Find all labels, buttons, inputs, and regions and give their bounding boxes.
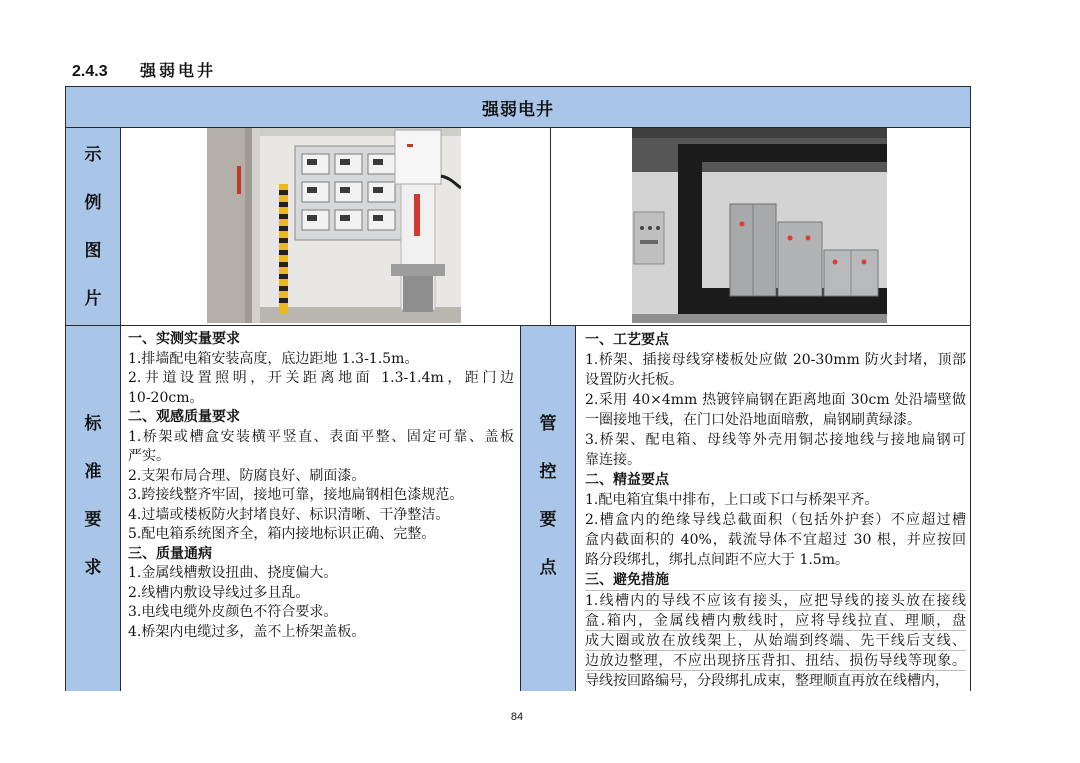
meter-panel: [295, 146, 403, 240]
table-title: 强弱电井: [482, 99, 554, 120]
control-point-heading: 二、精益要点: [585, 472, 669, 488]
example-photos-label-cell: [65, 127, 121, 326]
control-point-line: 边放边整理，不应出现挤压背扣、扭结、损伤导线等现象。: [585, 650, 966, 670]
standard-label-char: 标: [84, 413, 102, 434]
example-label-char: 图: [84, 240, 102, 261]
requirement-line: 2.线槽内敷设导线过多且乱。: [128, 584, 310, 601]
pillar-edge: [245, 128, 252, 323]
requirement-line: 5.配电箱系统图齐全，箱内接地标识正确、完整。: [128, 526, 436, 542]
control-box-slot: [640, 240, 658, 244]
requirement-heading: 二、观感质量要求: [128, 409, 240, 425]
control-point-line: 2.槽盒内的绝缘导线总截面积（包括外护套）不应超过槽: [585, 512, 966, 528]
control-point-line: 靠连接。: [585, 452, 641, 468]
meter-display: [373, 215, 383, 221]
example-label-char: 例: [84, 192, 102, 213]
indicator-light: [740, 222, 745, 227]
pole-stripe: [279, 202, 288, 207]
control-point-line: 一圈接地干线，在门口处沿地面暗敷，扁钢刷黄绿漆。: [585, 412, 921, 428]
requirement-heading: 三、质量通病: [128, 545, 212, 562]
example-photo-1: [207, 128, 461, 323]
pole-stripe: [279, 226, 288, 231]
standard-label-char: 要: [84, 509, 102, 530]
mounting-bracket: [391, 264, 445, 276]
pole-stripe: [279, 262, 288, 267]
requirement-line: 严实。: [128, 448, 170, 464]
cable-tray-top: [678, 144, 887, 162]
junction-box: [395, 130, 441, 184]
striped-warning-pole: [279, 184, 288, 314]
meter-display: [340, 215, 350, 221]
pillar-red-marking: [237, 166, 241, 194]
meter-display: [307, 159, 317, 165]
section-heading: [72, 60, 216, 84]
requirement-line: 4.桥架内电缆过多，盖不上桥架盖板。: [128, 623, 366, 640]
meter-display: [373, 159, 383, 165]
cabinet-body: [778, 222, 822, 296]
control-point-line: 盒内截面积的 40%，载流导体不宜超过 30 根，并应按回: [585, 532, 966, 548]
pole-stripe: [279, 274, 288, 279]
control-label-char: 要: [539, 509, 557, 530]
control-point-line: 1.线槽内的导线不应该有接头，应把导线的接头放在接线: [585, 590, 966, 610]
pole-stripe: [279, 214, 288, 219]
control-label-char: 点: [539, 557, 557, 578]
indicator-light: [862, 260, 867, 265]
requirement-line: 4.过墙或楼板防火封堵良好、标识清晰、干净整洁。: [128, 506, 450, 523]
requirement-line: 1.金属线槽敷设扭曲、挠度偏大。: [128, 565, 338, 581]
control-point-line: 1.配电箱宜集中排布，上口或下口与桥架平齐。: [585, 492, 879, 508]
control-label-char: 管: [539, 413, 557, 434]
control-point-line: 1.桥架、插接母线穿楼板处应做 20-30mm 防火封堵，顶部: [585, 352, 966, 368]
junction-box-label: [407, 144, 413, 147]
control-point-line: 设置防火托板。: [585, 372, 683, 388]
control-points-label-cell: [520, 325, 576, 691]
page-number: 84: [510, 711, 524, 723]
requirement-line: 3.电线电缆外皮颜色不符合要求。: [128, 604, 338, 620]
busway-red-label: [414, 194, 420, 236]
distribution-cabinet-medium: [778, 222, 822, 296]
requirement-line: 3.跨接线整齐牢固，接地可靠，接地扁钢相色漆规范。: [128, 487, 464, 503]
meter-display: [307, 215, 317, 221]
requirement-line: 1.桥架或槽盒安装横平竖直、表面平整、固定可靠、盖板: [128, 428, 514, 445]
requirement-line: 10-20cm。: [128, 389, 204, 406]
indicator-light: [788, 236, 793, 241]
requirement-line: 1.排墙配电箱安装高度，底边距地 1.3-1.5m。: [128, 350, 419, 367]
meter-display: [307, 187, 317, 193]
indicator-light: [806, 236, 811, 241]
standard-label-char: 求: [84, 557, 102, 578]
control-point-line: 路分段绑扎，绑扎点间距不应大于 1.5m。: [585, 552, 849, 568]
control-point-heading: 一、工艺要点: [585, 332, 669, 348]
control-point-line: 导线按回路编号，分段绑扎成束，整理顺直再放在线槽内，: [585, 670, 966, 690]
control-knob: [656, 226, 660, 230]
control-point-line: 3.桥架、配电箱、母线等外壳用铜芯接地线与接地扁钢可: [585, 432, 966, 448]
concrete-pillar: [207, 128, 251, 323]
standard-requirements-content: [120, 325, 521, 691]
control-point-line: 成大圈或放在放线架上，从始端到终端、先干线后支线、: [585, 630, 966, 650]
requirement-line: 2.井道设置照明，开关距离地面 1.3-1.4m，距门边: [128, 370, 514, 386]
pole-stripe: [279, 250, 288, 255]
distribution-cabinet-short: [824, 250, 878, 296]
control-points-content: [575, 325, 971, 691]
control-box-body: [634, 212, 664, 264]
control-point-line: 盒.箱内，金属线槽内敷线时，应将导线拉直、理顺，盘: [585, 610, 966, 630]
example-label-char: 示: [84, 144, 102, 165]
meter-display: [340, 159, 350, 165]
control-label-char: 控: [539, 461, 557, 482]
requirement-line: 2.支架布局合理、防腐良好、刷面漆。: [128, 467, 366, 484]
control-knob: [648, 226, 652, 230]
ceiling-beam: [632, 128, 887, 138]
control-point-line: 2.采用 40×4mm 热镀锌扁钢在距离地面 30cm 处沿墙壁做: [585, 392, 966, 408]
section-title: 强弱电井: [140, 63, 217, 80]
pillar-shadow: [252, 128, 260, 323]
control-knob: [640, 226, 644, 230]
standard-requirements-label-cell: [65, 325, 121, 691]
example-label-char: 片: [84, 288, 102, 309]
pole-stripe: [279, 238, 288, 243]
pole-stripe: [279, 286, 288, 291]
indicator-light: [833, 260, 838, 265]
meter-display: [340, 187, 350, 193]
pole-stripe: [279, 190, 288, 195]
section-number: 2.4.3: [72, 63, 108, 80]
standard-label-char: 准: [84, 461, 102, 482]
wall-control-box: [634, 212, 664, 264]
control-point-heading: 三、避免措施: [585, 572, 669, 588]
floor: [632, 314, 887, 323]
table-header-cell: [65, 86, 971, 128]
distribution-cabinet-tall: [730, 204, 776, 296]
example-photo-2: [632, 128, 887, 323]
busway-base: [403, 276, 433, 312]
meter-display: [373, 187, 383, 193]
pole-stripe: [279, 298, 288, 303]
requirement-heading: 一、实测实量要求: [128, 331, 240, 347]
